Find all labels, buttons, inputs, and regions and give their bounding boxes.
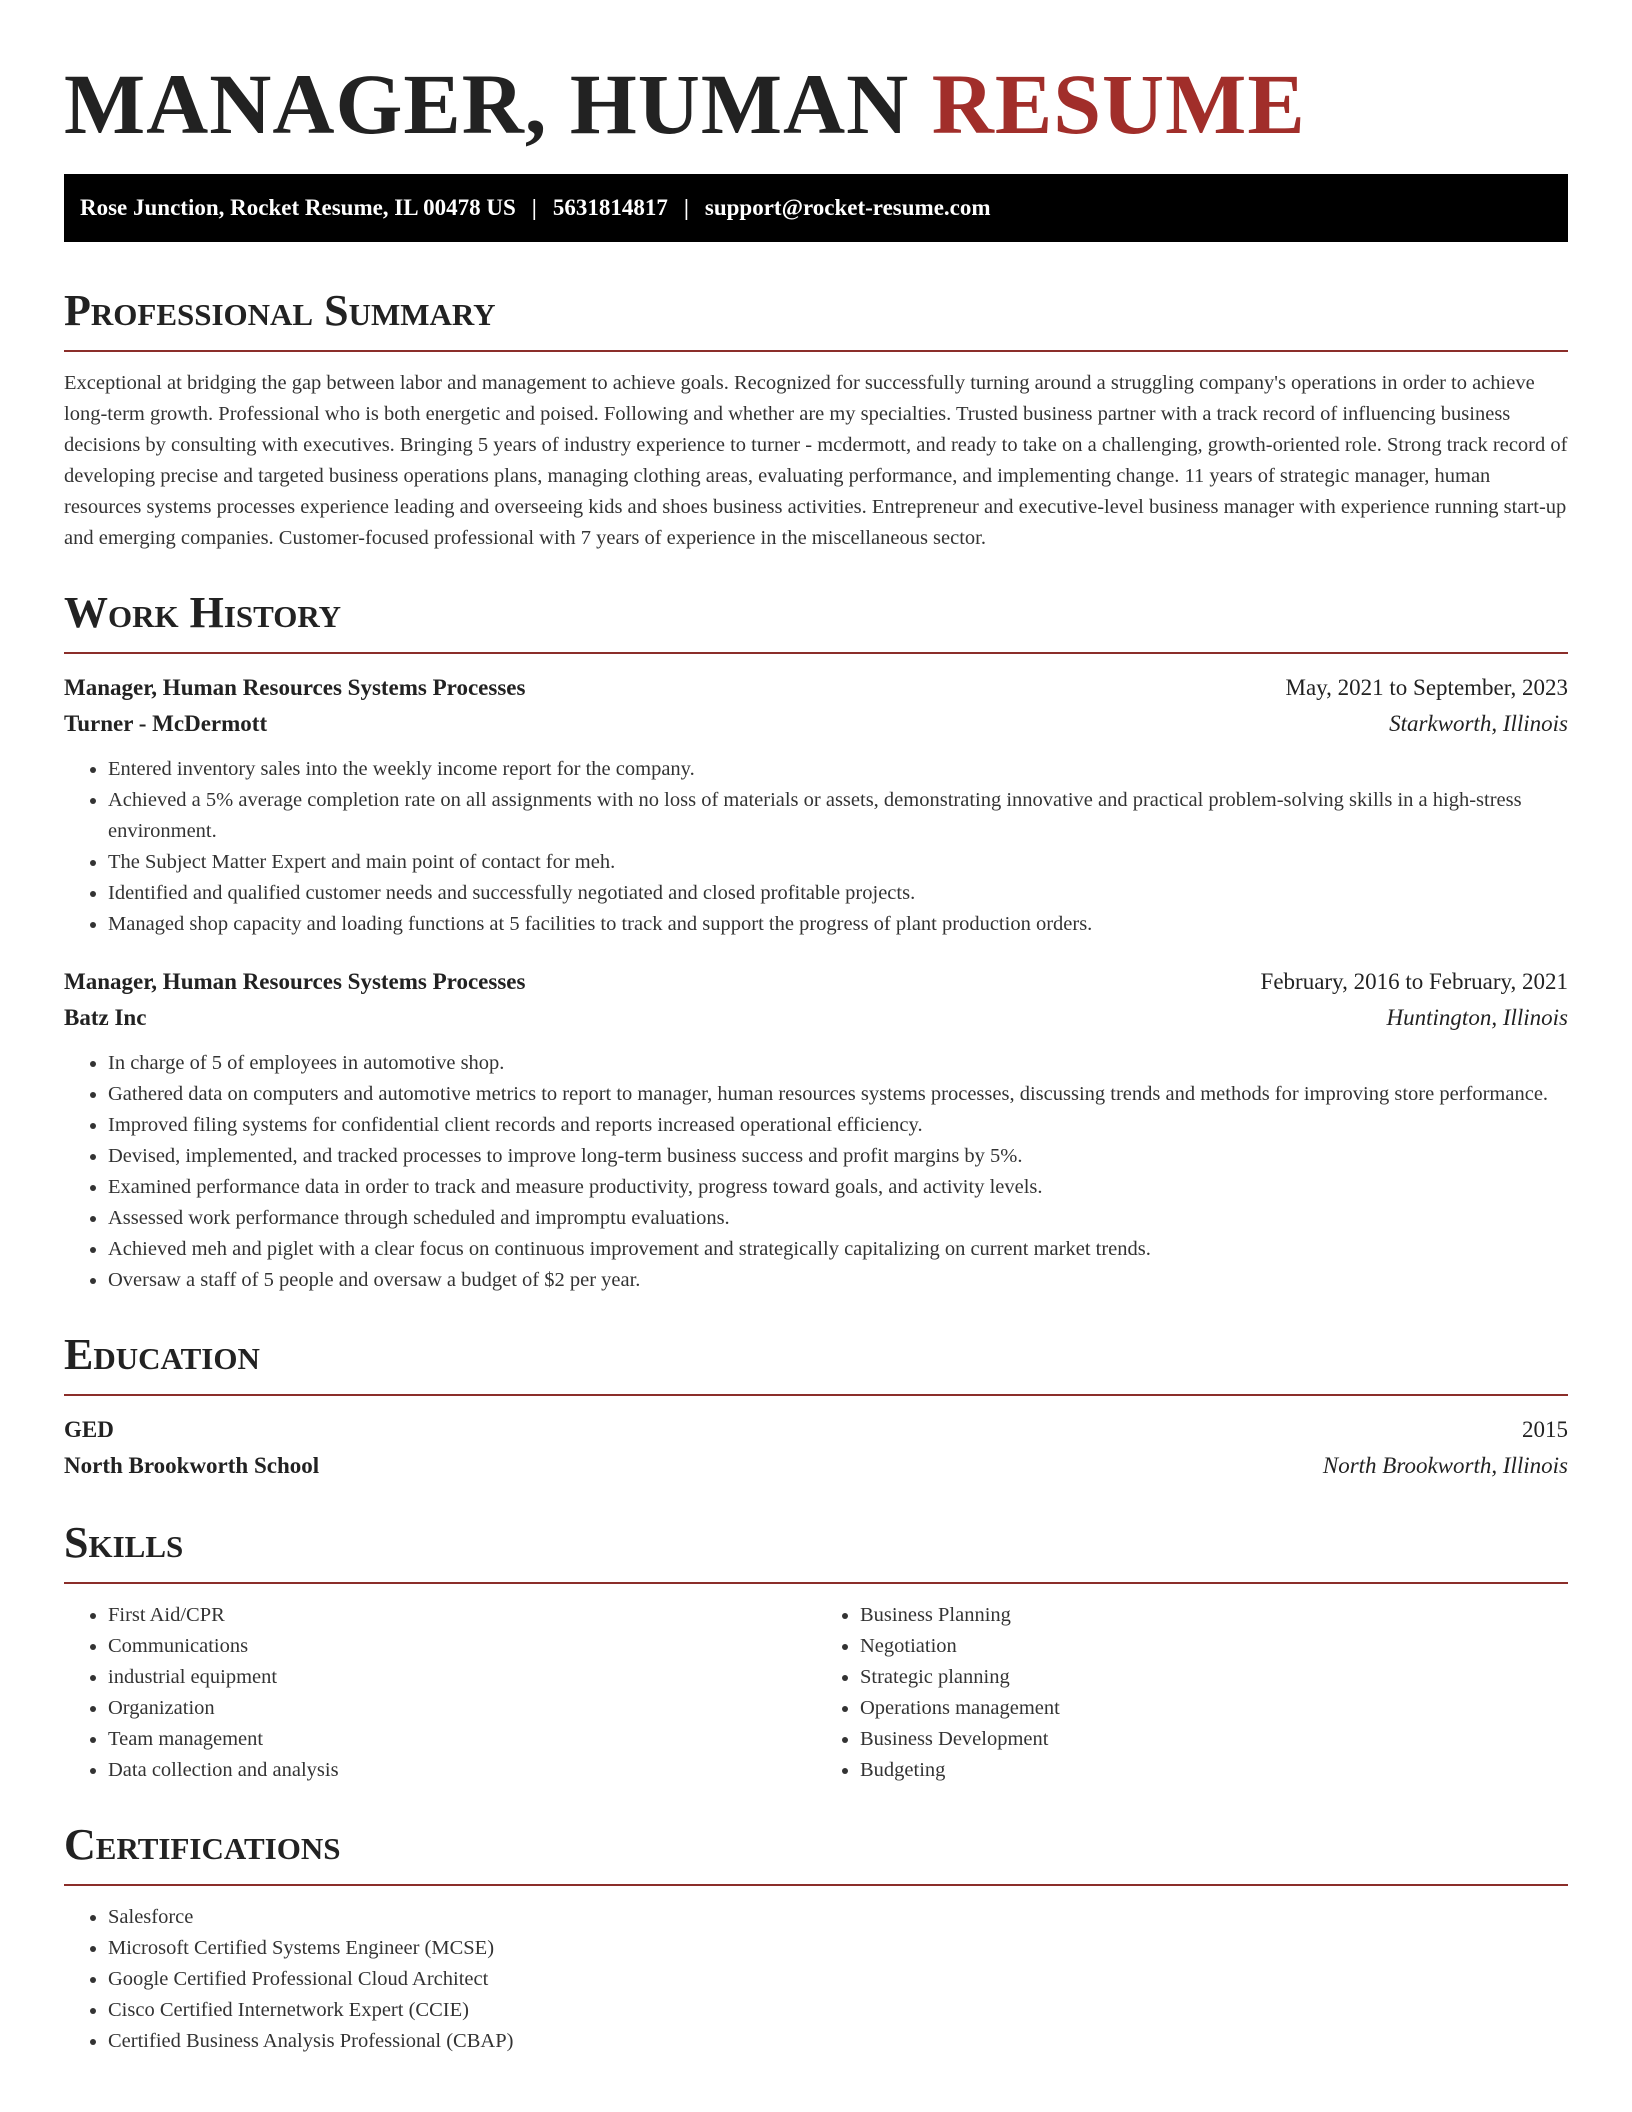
skill-item: • Organization	[108, 1693, 816, 1724]
job-header-row	[64, 670, 1568, 706]
skill-item: • Operations management	[860, 1693, 1568, 1724]
summary-section	[64, 286, 1568, 554]
work-section	[64, 588, 1568, 1296]
education-location: North Brookworth, Illinois	[1322, 1453, 1568, 1478]
skills-list-left	[64, 1600, 816, 1786]
skill-item: • Data collection and analysis	[108, 1755, 816, 1786]
section-title-education: Education	[64, 1330, 260, 1379]
contact-separator: |	[531, 195, 537, 220]
job-location: Huntington, Illinois	[1386, 1005, 1568, 1030]
skills-section	[64, 1518, 1568, 1786]
job-bullet: • Oversaw a staff of 5 people and oversaw a budget of $2 per year.	[108, 1265, 1568, 1296]
resume-name	[64, 56, 1568, 152]
job-location: Starkworth, Illinois	[1389, 711, 1568, 736]
skill-item: • Negotiation	[860, 1631, 1568, 1662]
skill-item: • Business Development	[860, 1724, 1568, 1755]
skill-item: • Budgeting	[860, 1755, 1568, 1786]
skill-item: • Team management	[108, 1724, 816, 1755]
job-title: Manager, Human Resources Systems Processes	[64, 969, 526, 994]
job-bullet-list	[64, 1048, 1568, 1296]
skill-item: • Communications	[108, 1631, 816, 1662]
education-row	[64, 1448, 1568, 1484]
section-divider	[64, 1884, 1568, 1886]
skill-item: • industrial equipment	[108, 1662, 816, 1693]
education-school: North Brookworth School	[64, 1453, 320, 1478]
job-dates: May, 2021 to September, 2023	[1285, 675, 1568, 700]
skill-item: • Strategic planning	[860, 1662, 1568, 1693]
section-title-summary: Professional Summary	[64, 286, 496, 335]
contact-separator: |	[683, 195, 689, 220]
section-title-certifications: Certifications	[64, 1820, 341, 1869]
contact-email[interactable]: support@rocket-resume.com	[704, 195, 991, 220]
skill-item: • Business Planning	[860, 1600, 1568, 1631]
job-list	[64, 670, 1568, 1296]
job-dates: February, 2016 to February, 2021	[1260, 969, 1568, 994]
job-bullet: • In charge of 5 of employees in automotive shop.	[108, 1048, 1568, 1079]
job-bullet: • Identified and qualified customer needs and successfully negotiated and closed profitable projects.	[108, 878, 1568, 909]
contact-bar	[64, 174, 1568, 242]
job-bullet: • Achieved meh and piglet with a clear focus on continuous improvement and strategically capitalizing on current market trends.	[108, 1234, 1568, 1265]
job-company: Batz Inc	[64, 1005, 147, 1030]
job-entry	[64, 670, 1568, 940]
job-bullet: • Examined performance data in order to track and measure productivity, progress toward goals, and activity levels.	[108, 1172, 1568, 1203]
section-title-work: Work History	[64, 588, 342, 637]
section-divider	[64, 350, 1568, 352]
job-bullet: • Assessed work performance through scheduled and impromptu evaluations.	[108, 1203, 1568, 1234]
section-divider	[64, 652, 1568, 654]
job-bullet-list	[64, 754, 1568, 940]
skills-list-right	[816, 1600, 1568, 1786]
job-company-row	[64, 1000, 1568, 1036]
name-accent: RESUME	[931, 56, 1306, 152]
job-bullet: • Improved filing systems for confidential client records and reports increased operational efficiency.	[108, 1110, 1568, 1141]
job-bullet: • Achieved a 5% average completion rate on all assignments with no loss of materials or assets, demonstrating innovative and practical problem-solving skills in a high-stress environment.	[108, 785, 1568, 847]
name-main: MANAGER, HUMAN	[64, 56, 910, 152]
job-company: Turner - McDermott	[64, 711, 268, 736]
certification-item: • Certified Business Analysis Professional (CBAP)	[108, 2026, 1568, 2057]
certification-item: • Cisco Certified Internetwork Expert (CCIE)	[108, 1995, 1568, 2026]
summary-text: Exceptional at bridging the gap between labor and management to achieve goals. Recognized for successfully turning around a struggling company's operations in order to achieve long-term growth. Professional who is both energetic and poised. Following and whether are my specialties. Trusted business partner with a track record of influencing business decisions by consulting with executives. Bringing 5 years of industry experience to turner - mcdermott, and ready to take on a challenging, growth-oriented role. Strong track record of developing precise and targeted business operations plans, managing clothing areas, evaluating performance, and implementing change. 11 years of strategic manager, human resources systems processes experience leading and overseeing kids and shoes business activities. Entrepreneur and executive-level business manager with experience running start-up and emerging companies. Customer-focused professional with 7 years of experience in the miscellaneous sector.	[64, 372, 1568, 549]
job-company-row	[64, 706, 1568, 742]
section-divider	[64, 1394, 1568, 1396]
education-row	[64, 1412, 1568, 1448]
job-bullet: • The Subject Matter Expert and main point of contact for meh.	[108, 847, 1568, 878]
job-entry	[64, 964, 1568, 1296]
section-title-skills: Skills	[64, 1518, 184, 1567]
education-degree: GED	[64, 1417, 114, 1442]
certification-item: • Google Certified Professional Cloud Architect	[108, 1964, 1568, 1995]
job-header-row	[64, 964, 1568, 1000]
job-bullet: • Devised, implemented, and tracked processes to improve long-term business success and profit margins by 5%.	[108, 1141, 1568, 1172]
certification-item: • Salesforce	[108, 1902, 1568, 1933]
certification-item: • Microsoft Certified Systems Engineer (MCSE)	[108, 1933, 1568, 1964]
certifications-list	[64, 1902, 1568, 2057]
job-bullet: • Managed shop capacity and loading functions at 5 facilities to track and support the progress of plant production orders.	[108, 909, 1568, 940]
job-bullet: • Gathered data on computers and automotive metrics to report to manager, human resources systems processes, discussing trends and methods for improving store performance.	[108, 1079, 1568, 1110]
contact-address: Rose Junction, Rocket Resume, IL 00478 US	[80, 195, 516, 220]
education-section	[64, 1330, 1568, 1484]
skill-item: • First Aid/CPR	[108, 1600, 816, 1631]
certifications-section	[64, 1820, 1568, 2057]
skills-grid	[64, 1600, 1568, 1786]
job-bullet: • Entered inventory sales into the weekly income report for the company.	[108, 754, 1568, 785]
job-title: Manager, Human Resources Systems Processes	[64, 675, 526, 700]
section-divider	[64, 1582, 1568, 1584]
education-year: 2015	[1522, 1417, 1568, 1442]
contact-phone[interactable]: 5631814817	[552, 195, 668, 220]
